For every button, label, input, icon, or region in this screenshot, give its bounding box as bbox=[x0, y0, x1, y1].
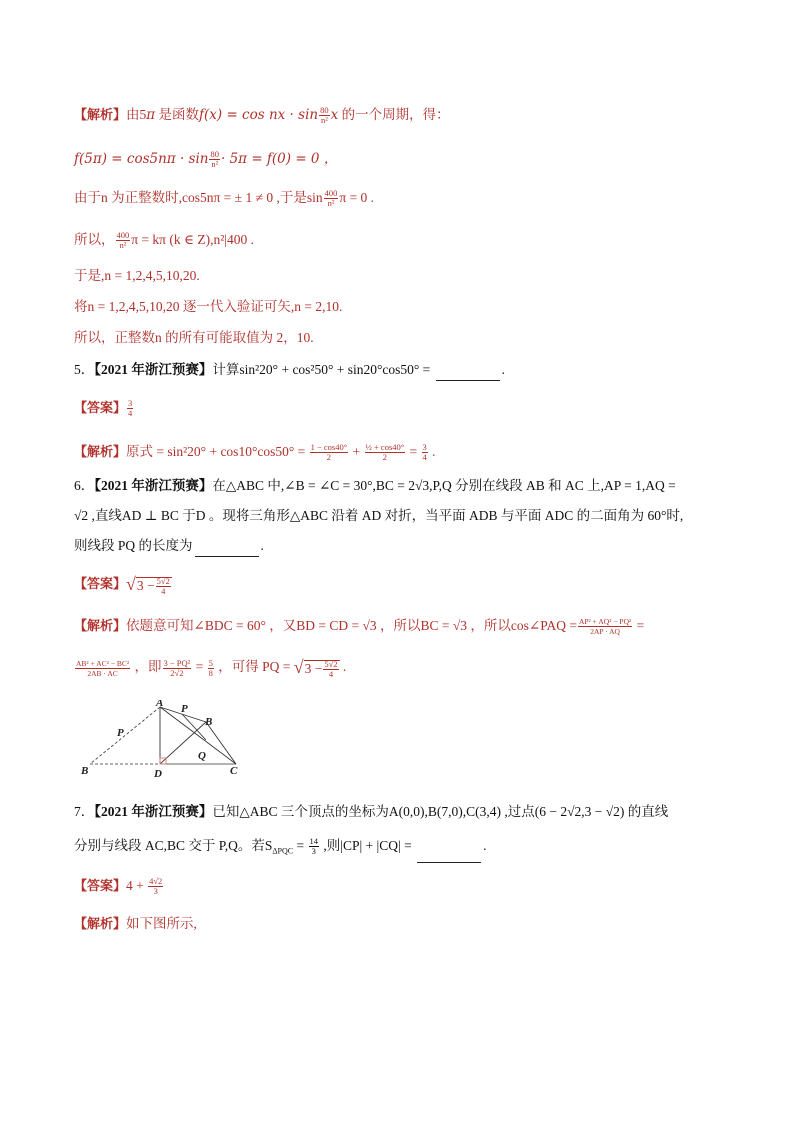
q5-analysis: 【解析】原式 = sin²20° + cos10°cos50° = $\frac{1 - \cos 40^\circ}{2}$ + $\frac{\text{½ + cos40°}}{2}$ = $\frac{3}{4}$ . bbox=[74, 442, 436, 463]
fraction: $\frac{400}{\text{n²}}$ bbox=[324, 188, 338, 209]
question-7-line1: 7．【2021 年浙江预赛】已知△ABC 三个顶点的坐标为A(0,0),B(7,0),C(3,4) ,过点(6 − 2√2,3 − √2) 的直线 bbox=[74, 804, 669, 819]
label-a: A bbox=[156, 700, 164, 709]
fraction: $\frac{1 - \cos 40^\circ}{2}$ bbox=[310, 442, 348, 463]
q4-analysis-line7: 所以，正整数n 的所有可能取值为 2，10. bbox=[74, 330, 314, 345]
q4-analysis-line1: 【解析】由5π 是函数f(x) = cos nx · sin $\frac{80}{\text{n²}}$ x 的一个周期，得： bbox=[74, 105, 450, 126]
analysis-label: 【解析】 bbox=[74, 445, 127, 460]
answer-blank bbox=[436, 366, 500, 381]
q5-answer bbox=[74, 397, 134, 420]
segment-ab-left bbox=[90, 707, 160, 764]
answer-blank bbox=[195, 542, 259, 557]
q6-answer bbox=[74, 573, 172, 597]
label-p: P bbox=[117, 727, 124, 739]
answer-label: 【答案】 bbox=[74, 401, 127, 416]
label-b: B bbox=[81, 765, 89, 777]
question-5: 5．【2021 年浙江预赛】计算sin²20° + cos²50° + sin20°cos50° = . bbox=[74, 359, 505, 381]
answer-label: 【答案】 bbox=[74, 577, 127, 593]
q4-analysis-line3: 由于n 为正整数时,cos5nπ = ± 1 ≠ 0 ,于是sin $\frac{400}{\text{n²}}$ π = 0 . bbox=[74, 188, 375, 209]
fraction: $\frac{80}{\text{n²}}$ bbox=[320, 105, 329, 126]
q6-analysis-line2: $\frac{\text{AB² + AC² − BC²}}{2AB \cdot AC}$ ，即 $\frac{\text{3 − PQ²}}{2√2}$ = $\frac{5}{8}$ ，可得 PQ = √3 − $\frac{5√2}{4}$ . bbox=[76, 657, 347, 680]
analysis-label: 【解析】 bbox=[74, 108, 127, 123]
answer-label: 【答案】 bbox=[74, 879, 127, 894]
label-q: Q bbox=[198, 750, 206, 762]
analysis-label: 【解析】 bbox=[74, 917, 127, 932]
answer-fraction: $\frac{3}{4}$ bbox=[128, 398, 133, 419]
label-d: D bbox=[154, 768, 162, 780]
fraction: $\frac{400}{\text{n²}}$ bbox=[116, 230, 130, 251]
question-6-line2: √2 ,直线AD ⊥ BC 于D 。现将三角形△ABC 沿着 AD 对折，当平面 ADB 与平面 ADC 的二面角为 60°时, bbox=[74, 508, 684, 523]
q4-analysis-line5: 于是,n = 1,2,4,5,10,20. bbox=[74, 268, 200, 283]
sqrt-expression: √3 − $\frac{5√2}{4}$ bbox=[126, 574, 170, 597]
label-b-folded: B bbox=[205, 716, 213, 728]
fraction: $\frac{\text{½ + cos40°}}{2}$ bbox=[365, 442, 405, 463]
question-7-line2: 分别与线段 AC,BC 交于 P,Q。若$S_{\Delta PQC}$ = $\frac{14}{3}$ ,则|CP| + |CQ| = . bbox=[74, 835, 486, 863]
fraction: $\frac{3}{4}$ bbox=[422, 442, 427, 463]
segment-bc-folded bbox=[206, 722, 236, 764]
q7-analysis: 【解析】如下图所示, bbox=[74, 916, 197, 932]
question-6-line1: 6．【2021 年浙江预赛】在△ABC 中,∠B = ∠C = 30°,BC = 2√3,P,Q 分别在线段 AB 和 AC 上,AP = 1,AQ = bbox=[74, 478, 676, 493]
q6-analysis-line1: 【解析】依题意可知∠BDC = 60° ，又BD = CD = √3 ，所以BC = √3 ，所以cos∠PAQ = $\frac{\text{AP² + AQ² − PQ²}}{2AP \cdot AQ}$ = bbox=[74, 617, 645, 637]
q4-analysis-line4: 所以， $\frac{400}{\text{n²}}$ π = kπ (k ∈ Z),n²|400 . bbox=[74, 230, 254, 251]
analysis-label: 【解析】 bbox=[74, 619, 127, 634]
label-p-folded: P bbox=[181, 703, 188, 715]
question-6-line3: 则线段 PQ 的长度为 . bbox=[74, 535, 264, 557]
q4-analysis-line6: 将n = 1,2,4,5,10,20 逐一代入验证可矢,n = 2,10. bbox=[74, 299, 343, 314]
fraction: $\frac{80}{\text{n²}}$ bbox=[210, 149, 219, 170]
q7-answer: 【答案】4 + $\frac{4√2}{3}$ bbox=[74, 876, 163, 897]
answer-blank bbox=[417, 848, 481, 863]
label-c: C bbox=[230, 765, 238, 777]
triangle-fold-figure bbox=[78, 700, 248, 782]
q4-analysis-line2: f(5π) = cos5nπ · sin $\frac{80}{\text{n²}}$ · 5π = f(0) = 0 ， bbox=[74, 149, 338, 170]
